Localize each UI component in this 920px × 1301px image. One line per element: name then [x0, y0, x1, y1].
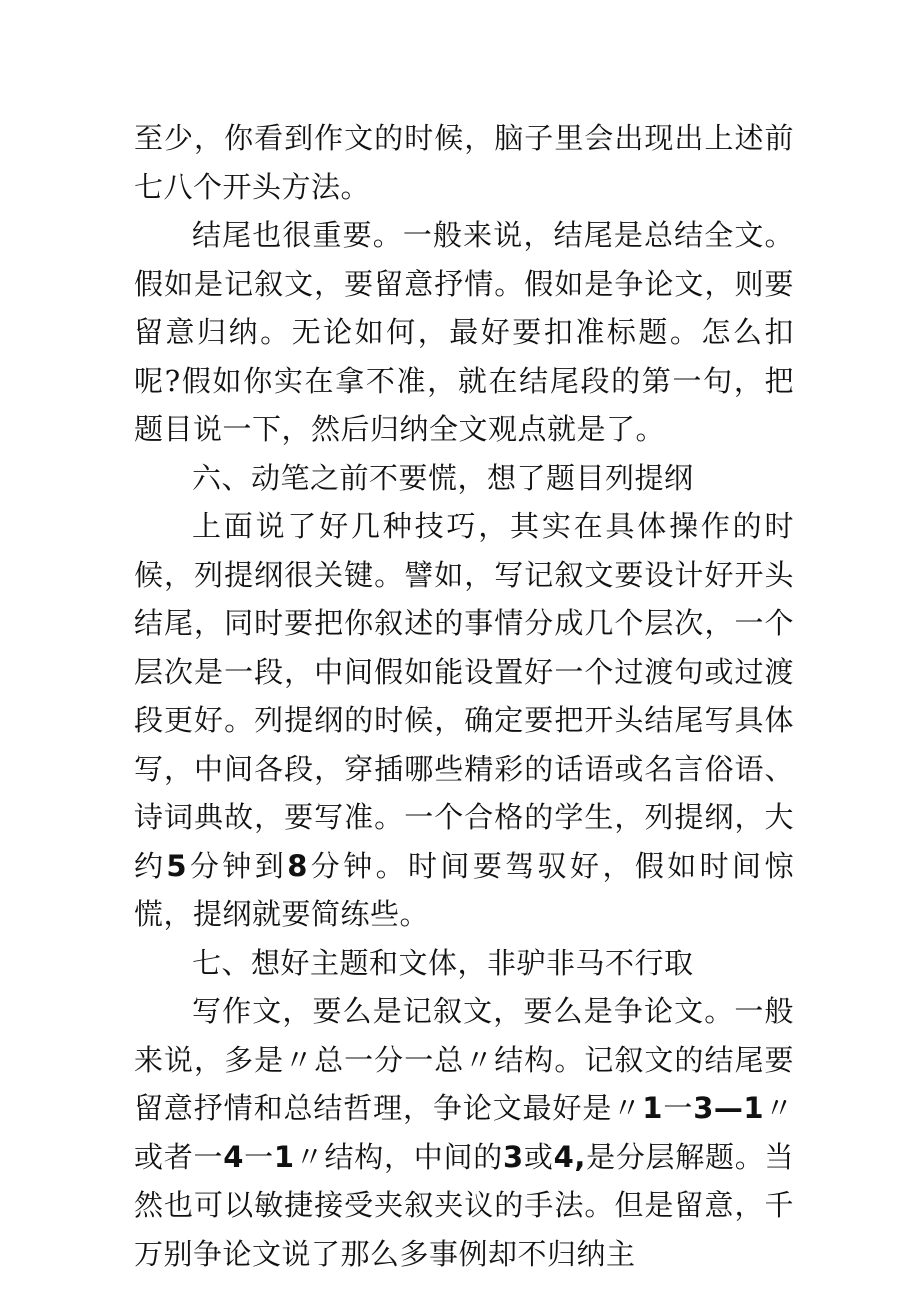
paragraph-ending	[134, 211, 794, 454]
number-3-1: 3—1	[693, 1091, 765, 1125]
paragraph-text: 写作文，要么是记叙文，要么是争论文。一般来说，多是〃总一分一总〃结构。记叙文的结尾要留意抒情和总结哲理，争论文最好是〃	[134, 994, 794, 1125]
paragraph-text: 是分层解题。当然也可以敏捷接受夹叙夹议的手法。但是留意，千万别争论文说了那么多事例却不归纳主	[134, 1139, 794, 1271]
number-8: 8	[287, 848, 308, 883]
paragraph-text: 分钟。时间要驾驭好，假如时间惊慌，提纲就要简练些。	[134, 848, 794, 931]
paragraph-text: 〃结构，中间的	[294, 1139, 503, 1174]
paragraph-text: 分钟到	[187, 848, 288, 883]
paragraph-text: 一	[243, 1139, 274, 1174]
document-body	[134, 114, 794, 1278]
paragraph-opening-methods	[134, 114, 794, 211]
number-3: 3	[502, 1139, 524, 1174]
section-heading-7	[134, 939, 794, 988]
number-4: 4	[223, 1139, 244, 1174]
paragraph-text: 〃或者一	[134, 1091, 794, 1174]
heading-text: 七、想好主题和文体，非驴非马不行取	[192, 945, 694, 980]
number-4b: 4,	[553, 1139, 586, 1174]
paragraph-text: 结尾也很重要。一般来说，结尾是总结全文。假如是记叙文，要留意抒情。假如是争论文，则要留意归纳。无论如何，最好要扣准标题。怎么扣呢?假如你实在拿不准，就在结尾段的第一句，把题目说一下，然后归纳全文观点就是了。	[134, 218, 794, 446]
heading-text: 六、动笔之前不要慌，想了题目列提纲	[192, 460, 694, 495]
paragraph-structure	[134, 987, 794, 1278]
number-5: 5	[166, 848, 188, 883]
paragraph-text: 或	[523, 1139, 554, 1174]
paragraph-text: 上面说了好几种技巧，其实在具体操作的时候，列提纲很关键。譬如，写记叙文要设计好开头结尾，同时要把你叙述的事情分成几个层次，一个层次是一段，中间假如能设置好一个过渡句或过渡段更好。列提纲的时候，确定要把开头结尾写具体写，中间各段，穿插哪些精彩的话语或名言俗语、诗词典故，要写准。一个合格的学生，列提纲，大约	[134, 509, 794, 883]
paragraph-text: 一	[662, 1091, 694, 1125]
number-1: 1	[642, 1091, 663, 1125]
paragraph-text: 至少，你看到作文的时候，脑子里会出现出上述前七八个开头方法。	[134, 121, 794, 204]
number-1b: 1	[273, 1139, 295, 1174]
section-heading-6	[134, 454, 794, 503]
paragraph-outline	[134, 502, 794, 939]
